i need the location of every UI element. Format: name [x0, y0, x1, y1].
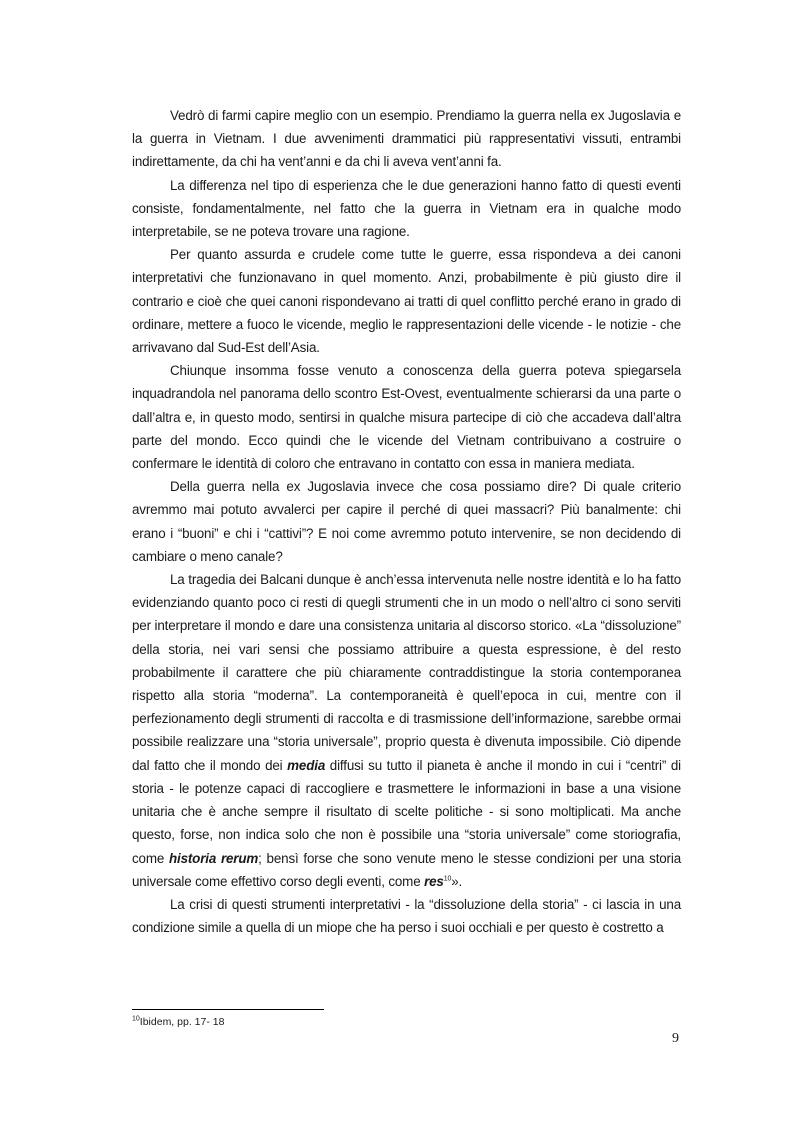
paragraph-6-part-d: ».	[451, 873, 463, 889]
paragraph-1: Vedrò di farmi capire meglio con un esempio. Prendiamo la guerra nella ex Jugoslavia e la guerra in Vietnam. I due avvenimenti drammatici più rappresentativi vissuti, entrambi indirettamente, da chi ha vent’anni e da chi li aveva vent’anni fa.	[132, 108, 681, 170]
paragraph-5: Della guerra nella ex Jugoslavia invece che cosa possiamo dire? Di quale criterio avremmo mai potuto avvalerci per capire il perché di quei massacri? Più banalmente: chi erano i “buoni” e chi i “cattivi”? E noi come avremmo potuto intervenire, se non decidendo di cambiare o meno canale?	[132, 479, 681, 564]
paragraph-7: La crisi di questi strumenti interpretativi - la “dissoluzione della storia” - ci lascia in una condizione simile a quella di un miope che ha perso i suoi occhiali e per questo è costretto a	[132, 896, 681, 936]
paragraph-2: La differenza nel tipo di esperienza che le due generazioni hanno fatto di questi eventi consiste, fondamentalmente, nel fatto che la guerra in Vietnam era in qualche modo interpretabile, se ne poteva trovare una ragione.	[132, 177, 681, 240]
term-res: res	[424, 873, 444, 889]
paragraph-6-part-b: diffusi su tutto il pianeta è anche il mondo in cui i “centri” di storia - le potenze capaci di raccogliere e trasmettere le informazioni in base a una visione unitaria che è anche sempre il risultato di scelte politiche - si sono moltiplicati. Ma anche questo, forse, non indica solo che non è possibile una “storia universale” come storiografia, come	[132, 757, 681, 866]
body-text	[132, 104, 681, 939]
term-historia-rerum: historia rerum	[168, 850, 259, 866]
paragraph-3: Per quanto assurda e crudele come tutte le guerre, essa rispondeva a dei canoni interpretativi che funzionavano in quel momento. Anzi, probabilmente è più giusto dire il contrario e cioè che quei canoni rispondevano ai tratti di quel conflitto perché erano in grado di ordinare, mettere a fuoco le vicende, meglio le rappresentazioni delle vicende - le notizie - che arrivavano dal Sud-Est dell’Asia.	[132, 247, 681, 356]
page-number: 9	[672, 1031, 679, 1046]
paragraph-4: Chiunque insomma fosse venuto a conoscenza della guerra poteva spiegarsela inquadrandola nel panorama dello scontro Est-Ovest, eventualmente schierarsi da una parte o dall’altra e, in questo modo, sentirsi in qualche misura partecipe di ciò che accadeva dall’altra parte del mondo. Ecco quindi che le vicende del Vietnam contribuivano a costruire o confermare le identità di coloro che entravano in contatto con essa in maniera mediata.	[132, 363, 681, 472]
footnote	[132, 1016, 224, 1028]
term-media: media	[287, 757, 326, 773]
footnote-number: 10	[132, 1015, 140, 1023]
footnote-ref[interactable]: 10	[443, 875, 452, 883]
paragraph-6-part-a: La tragedia dei Balcani dunque è anch’essa intervenuta nelle nostre identità e lo ha fatto evidenziando quanto poco ci resti di quegli strumenti che in un modo o nell’altro ci sono serviti per interpretare il mondo e dare una consistenza unitaria al discorso storico. «La “dissoluzione” della storia, nei vari sensi che possiamo attribuire a questa espressione, è del resto probabilmente il carattere che più chiaramente contraddistingue la storia contemporanea rispetto alla storia “moderna”. La contemporaneità è quell’epoca in cui, mentre con il perfezionamento degli strumenti di raccolta e di trasmissione dell’informazione, sarebbe ormai possibile realizzare una “storia universale”, proprio questa è divenuta impossibile. Ciò dipende dal fatto che il mondo dei	[132, 572, 681, 773]
paragraph-6-part-c: ; bensì forse che sono venute meno le stesse condizioni per una storia universale come effettivo corso degli eventi, come	[132, 850, 681, 889]
paragraph-6	[132, 568, 681, 893]
footnote-divider	[132, 1009, 324, 1010]
footnote-text: Ibidem, pp. 17- 18	[139, 1016, 225, 1028]
